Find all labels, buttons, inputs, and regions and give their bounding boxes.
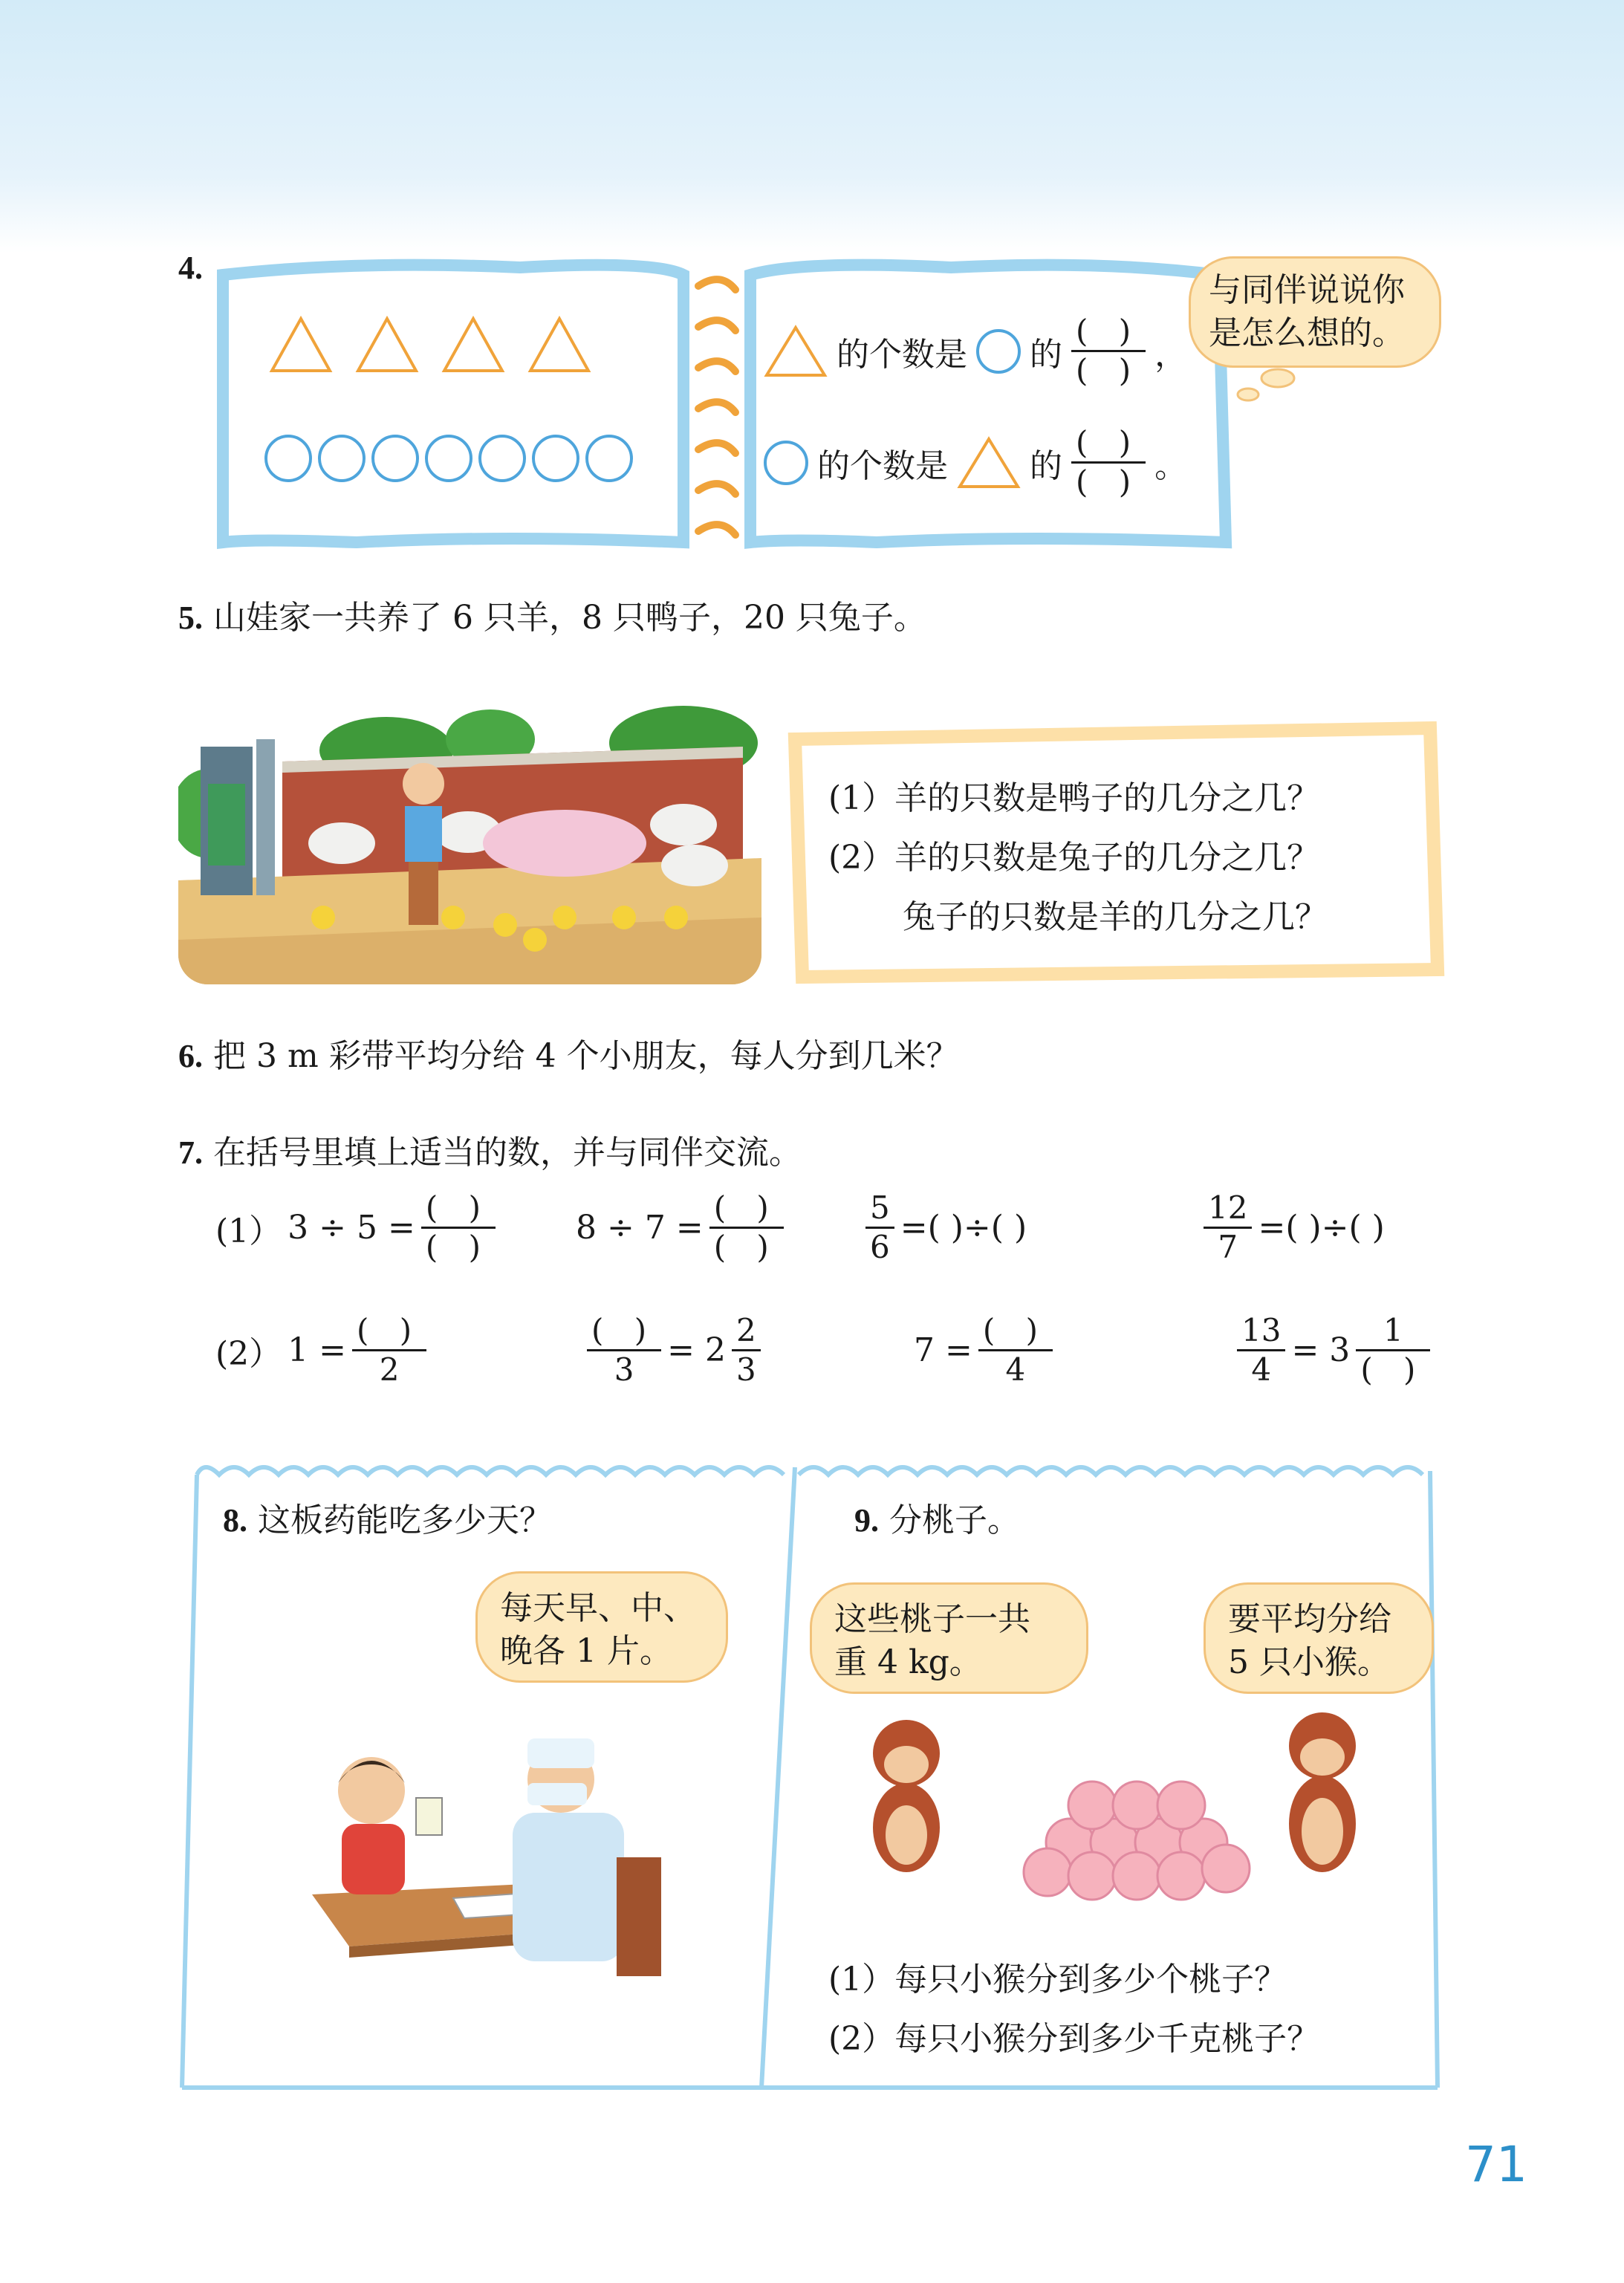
triangle-icon [957,436,1021,490]
q9-speech-bubble-1: 这些桃子一共 重 4 kg。 [810,1582,1088,1694]
circle-icon [318,435,366,482]
fraction-blank[interactable]: $\frac{( )}{2}$ [352,1315,426,1386]
q7-eq-1: (1） 3 ÷ 5 = $\frac{( )}{( )}$ [215,1192,496,1263]
circle-icon [371,435,419,482]
q9-sub-1: (1）每只小猴分到多少个桃子？ [828,1961,1287,1998]
triangle-icon [764,325,828,378]
q7-eq-4: $\frac{12}{7}$ =( )÷( ) [1204,1192,1385,1263]
fraction-blank[interactable]: $\frac{( )}{( )}$ [709,1192,784,1263]
q9-subquestions [828,1950,1319,2069]
fraction-blank[interactable]: $\frac{( )}{( )}$ [421,1192,496,1263]
fraction-blank[interactable]: $\frac{1}{( )}$ [1356,1315,1430,1386]
triangle-row [269,316,591,374]
division-blanks[interactable]: =( )÷( ) [900,1209,1027,1247]
q5-subquestions [828,769,1328,947]
q7-eq-5: (2） 1 = $\frac{( )}{2}$ [215,1315,426,1386]
circle-icon [425,435,472,482]
punctuation: ， [1154,335,1188,374]
page-number: 71 [1465,2136,1527,2193]
circle-icon [585,435,633,482]
circle-icon [532,435,579,482]
fraction-blank[interactable]: $\frac{( )}{3}$ [587,1315,661,1386]
doctor-boy-illustration [305,1724,676,1991]
triangle-icon [269,316,333,374]
q4-number: 4. [178,250,203,286]
q4-statement-1 [764,313,1188,389]
q9-sub-2: (2）每只小猴分到多少千克桃子？ [828,2020,1320,2058]
statement-text: 的个数是 [837,335,967,374]
farm-illustration [178,695,761,984]
division-blanks[interactable]: =( )÷( ) [1258,1209,1385,1247]
q4-statement-2 [764,424,1188,500]
q9-speech-bubble-2: 要平均分给 5 只小猴。 [1204,1582,1434,1694]
q7-eq-8: $\frac{13}{4}$ = 3 $\frac{1}{( )}$ [1237,1315,1430,1386]
triangle-icon [527,316,591,374]
circle-icon [264,435,312,482]
circle-icon [764,441,808,485]
circle-icon [976,329,1021,374]
q5-sub-2b: 兔子的只数是羊的几分之几？ [903,898,1328,936]
monkeys-peaches-illustration [825,1701,1419,1909]
triangle-icon [355,316,419,374]
q8-question: 8. 这板药能吃多少天？ [223,1501,552,1539]
notebook-frame [208,245,1241,565]
statement-text: 的 [1030,335,1062,374]
q5-question: 5. 山娃家一共养了 6 只羊，8 只鸭子，20 只兔子。 [178,599,926,637]
q7-question: 7. 在括号里填上适当的数，并与同伴交流。 [178,1134,802,1172]
circle-icon [478,435,526,482]
thought-dots [1233,368,1300,405]
fraction-blank[interactable]: $\frac{( )}{( )}$ [1071,427,1146,498]
fraction-blank[interactable]: $\frac{( )}{4}$ [978,1315,1053,1386]
circle-row [264,435,633,482]
q7-eq-6: $\frac{( )}{3}$ = 2 $\frac{2}{3}$ [587,1315,761,1386]
q7-eq-7: 7 = $\frac{( )}{4}$ [914,1315,1053,1386]
q4-thought-bubble: 与同伴说说你 是怎么想的。 [1189,256,1441,368]
q5-sub-2: (2）羊的只数是兔子的几分之几？ [828,839,1320,877]
q7-eq-2: 8 ÷ 7 = $\frac{( )}{( )}$ [576,1192,784,1263]
punctuation: 。 [1154,446,1188,485]
statement-text: 的个数是 [817,446,948,485]
q5-sub-1: (1）羊的只数是鸭子的几分之几？ [828,779,1320,817]
fraction-blank[interactable]: $\frac{( )}{( )}$ [1071,316,1146,386]
q9-question: 9. 分桃子。 [854,1501,1020,1539]
q7-eq-3: $\frac{5}{6}$ =( )÷( ) [865,1192,1027,1263]
triangle-icon [441,316,505,374]
q8-speech-bubble: 每天早、中、 晚各 1 片。 [475,1571,728,1683]
header-band [0,0,1624,253]
statement-text: 的 [1030,446,1062,485]
q6-question: 6. 把 3 m 彩带平均分给 4 个小朋友，每人分到几米？ [178,1037,959,1075]
